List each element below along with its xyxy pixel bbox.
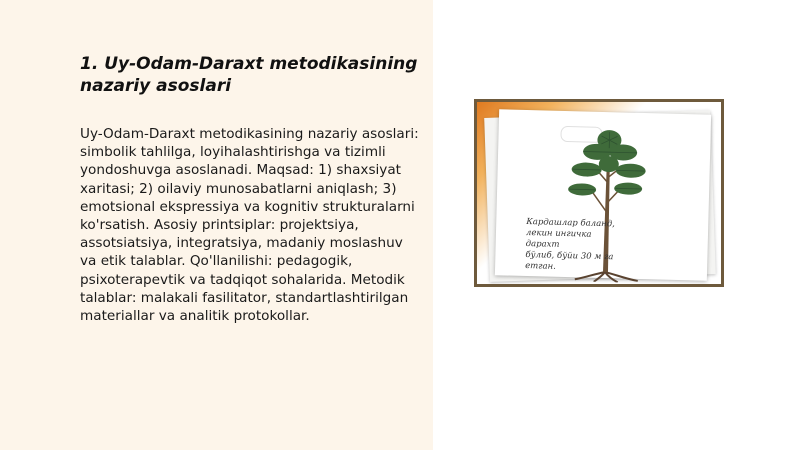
caption-line: лекин ингичка дарахт: [525, 227, 592, 250]
paper-sheet-front: [495, 109, 711, 280]
caption-line: бўлиб, бўйи 30 м га: [525, 249, 614, 263]
caption-line: Кардашлар баланд,: [526, 217, 616, 230]
picture-caption: [525, 217, 624, 275]
slide-title: 1. Uy-Odam-Daraxt metodikasining nazariy asoslari: [80, 54, 418, 96]
caption-line: етган.: [524, 260, 557, 272]
slide-body-text: Uy-Odam-Daraxt metodikasining nazariy asoslari: simbolik tahlilga, loyihalashtirishga va tizimli yondoshuvga asoslanadi. Maqsad: 1) shaxsiyat xaritasi; 2) oilaviy munosabatlarni aniqlash; 3) emotsional ekspressiya va kognitiv strukturalarni ko'rsatish. Asosiy printsiplar: projektsiya, assotsiatsiya, integratsiya, madaniy moslashuv va etik talablar. Qo'llanilishi: pedagogik, psixoterapevtik va tadqiqot sohalarida. Metodik talablar: malakali fasilitator, standartlashtirilgan materiallar va analitik protokollar.: [80, 126, 419, 325]
tree-picture: [474, 99, 724, 287]
picture-background: [477, 102, 721, 284]
